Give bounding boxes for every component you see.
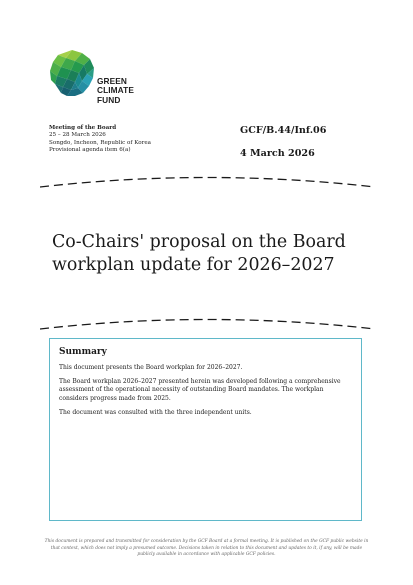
meeting-title: Meeting of the Board: [49, 125, 117, 131]
summary-paragraph: This document presents the Board workplan for 2026–2027.: [59, 364, 243, 371]
footer-disclaimer: This document is prepared and transmitted for consideration by the GCF Board at a formal meeting. It is published on the GCF public website in that context, which does not imply a presumed outcome. Decisions taken in relation to this document and updates to it, if any, will be made publicly available in accordance with applicable GCF policies.: [44, 539, 369, 558]
meeting-info: [49, 125, 151, 154]
summary-paragraph: The Board workplan 2026–2027 presented herein was developed following a comprehensive assessment of the operational necessity of outstanding Board mandates. The workplan considers progress made from 2025.: [59, 377, 341, 403]
summary-paragraph: The document was consulted with the three independent units.: [59, 408, 252, 416]
document-date: 4 March 2026: [240, 148, 315, 159]
wave-divider-bottom: [40, 312, 375, 332]
summary-heading: Summary: [59, 347, 107, 357]
logo-line-fund: FUND: [97, 94, 121, 105]
summary-box: [49, 338, 362, 521]
green-climate-fund-logo-icon: [49, 49, 95, 97]
meeting-location: Songdo, Incheon, Republic of Korea: [49, 139, 151, 146]
document-title: Co-Chairs' proposal on the Board workplan update for 2026–2027: [52, 232, 346, 275]
logo-line-climate: CLIMATE: [97, 85, 134, 96]
logo-wordmark: [97, 77, 134, 105]
meeting-agenda-item: Provisional agenda item 6(a): [49, 146, 131, 153]
logo-line-green: GREEN: [97, 76, 128, 86]
document-reference: GCF/B.44/Inf.06: [240, 125, 327, 136]
meeting-dates: 25 – 28 March 2026: [49, 132, 106, 139]
wave-divider-top: [40, 170, 375, 190]
